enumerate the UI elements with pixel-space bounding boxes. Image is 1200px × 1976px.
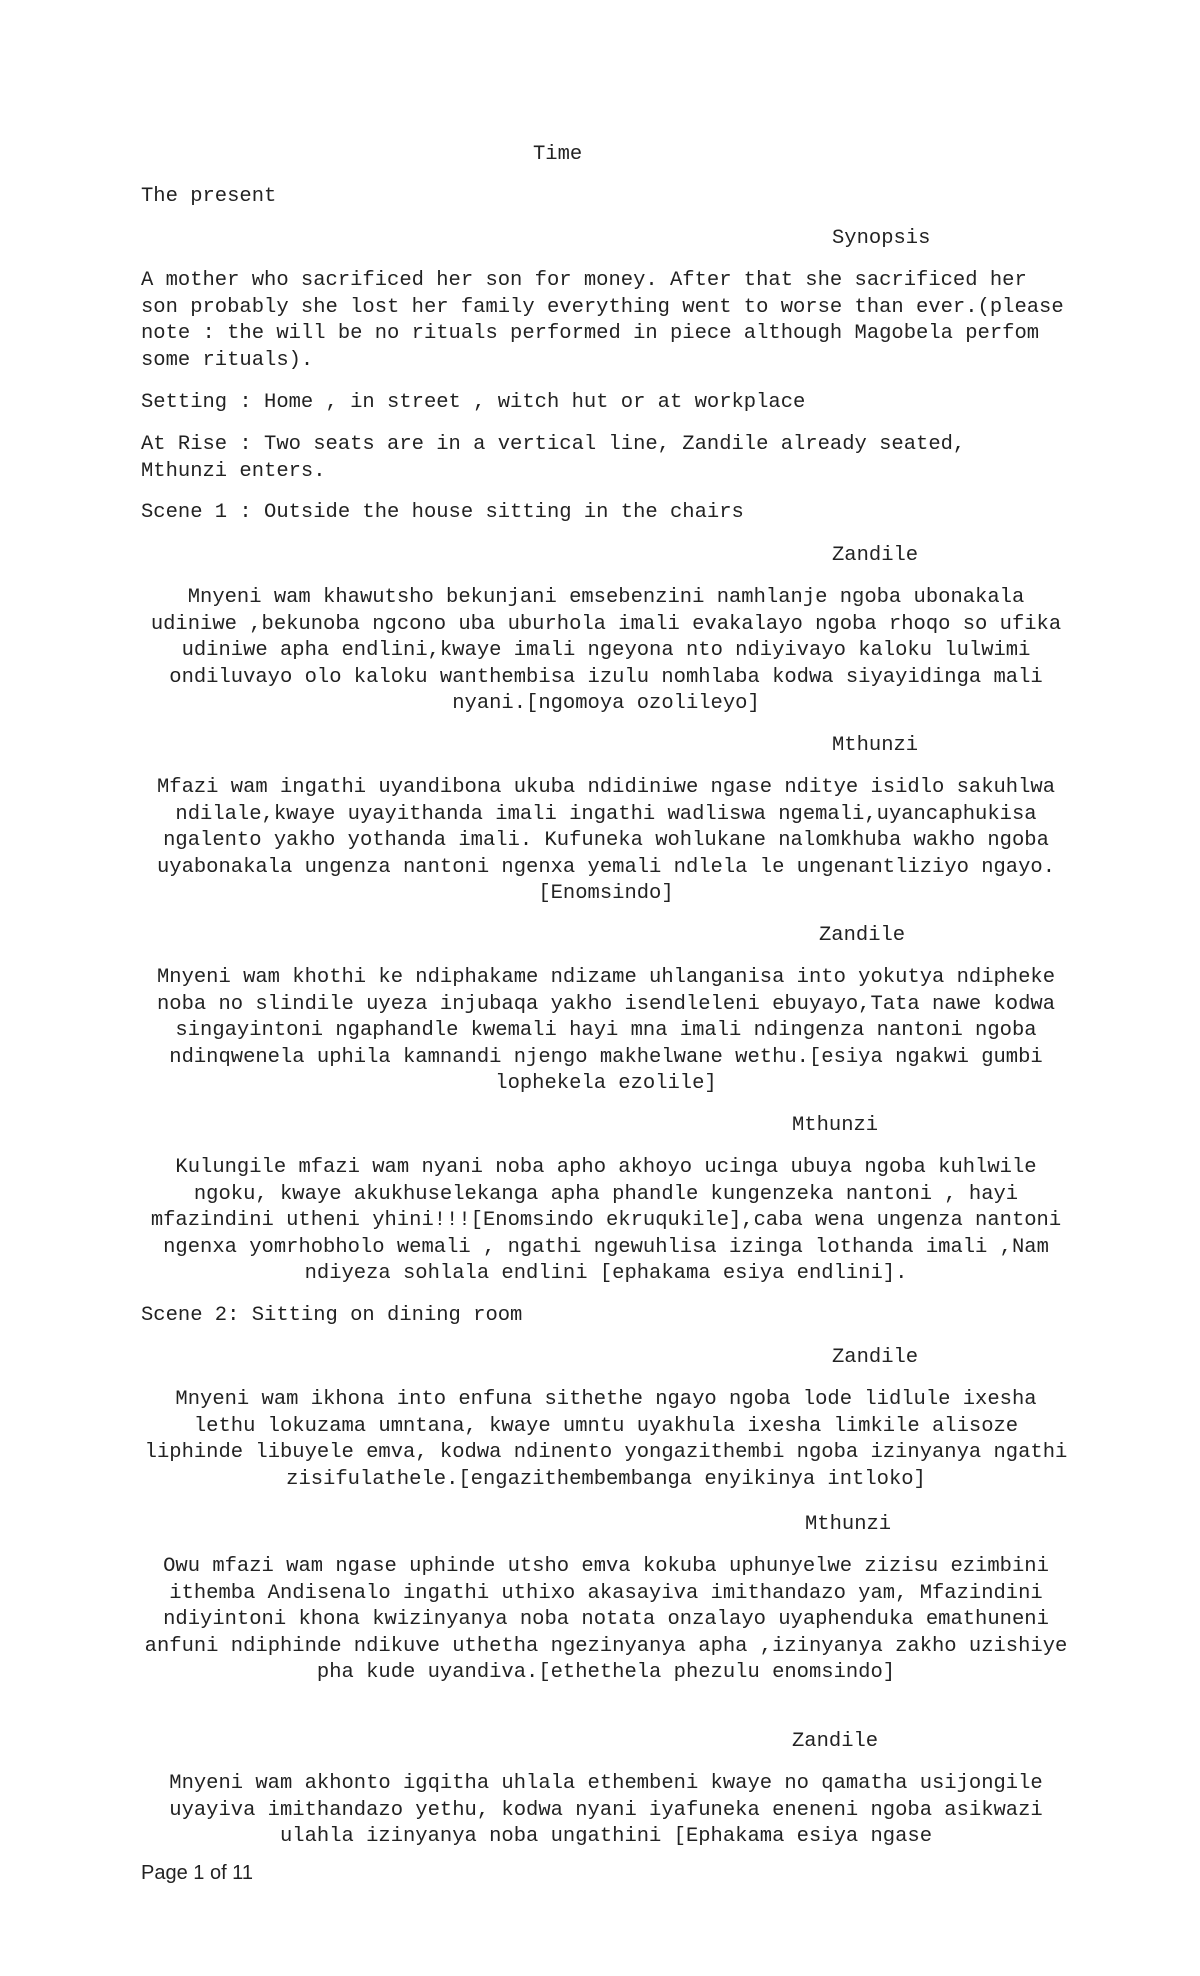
dialogue-line: Owu mfazi wam ngase uphinde utsho emva kokuba uphunyelwe zizisu ezimbini ithemba Andisenalo ingathi uthixo akasayiva imithandazo yam, Mfazindini ndiyintoni khona kwizinyanya noba notata onzalayo uyaphenduka emathuneni anfuni ndiphinde ndikuve uthetha ngezinyanya apha ,izinyanya zakho uzishiye pha kude uyandiva.[ethethela phezulu enomsindo]: [144, 1555, 1068, 1684]
synopsis-text: A mother who sacrificed her son for money. After that she sacrificed her son probably she lost her family everything went to worse than ever.(please note : the will be no rituals performed in piece although Magobela perfom some rituals).: [141, 269, 1064, 372]
character-name: Zandile: [792, 1730, 879, 1753]
character-name: Zandile: [819, 924, 906, 947]
dialogue-line: Mnyeni wam ikhona into enfuna sithethe ngayo ngoba lode lidlule ixesha lethu lokuzama umntana, kwaye umntu uyakhula ixesha limkile alisoze liphinde libuyele emva, kodwa ndinento yongazithembi ngoba izinyanya ngathi zisifulathele.[engazithembembanga enyikinya intloko]: [144, 1388, 1068, 1491]
setting-line: Setting : Home , in street , witch hut or at workplace: [141, 391, 806, 414]
dialogue-line: Mnyeni wam khothi ke ndiphakame ndizame uhlanganisa into yokutya ndipheke noba no slindile uyeza injubaqa yakho isendleleni ebuyayo,Tata nawe kodwa singayintoni ngaphandle kwemali hayi mna imali ndingenza nantoni ngoba ndinqwenela uphila kamnandi njengo makhelwane wethu.[esiya ngakwi gumbi lophekela ezolile]: [156, 966, 1056, 1095]
character-name: Mthunzi: [805, 1513, 892, 1536]
character-name: Mthunzi: [792, 1114, 879, 1137]
time-value: The present: [141, 185, 277, 208]
scene1-heading: Scene 1 : Outside the house sitting in the chairs: [141, 501, 744, 524]
dialogue-line: Mnyeni wam akhonto igqitha uhlala ethembeni kwaye no qamatha usijongile uyayiva imithandazo yethu, kodwa nyani iyafuneka eneneni ngoba asikwazi ulahla izinyanya noba ungathini [Ephakama esiya ngase: [169, 1772, 1043, 1848]
character-name: Zandile: [832, 1346, 919, 1369]
dialogue-line: Mnyeni wam khawutsho bekunjani emsebenzini namhlanje ngoba ubonakala udiniwe ,bekunoba ngcono uba uburhola imali evakalayo ngoba rhoqo so ufika udiniwe apha endlini,kwaye imali ngeyona nto ndiyivayo kaloku lulwimi ondiluvayo olo kaloku wanthembisa izulu nomhlaba kodwa siyayidinga mali nyani.[ngomoya ozolileyo]: [150, 586, 1062, 715]
dialogue-line: Mfazi wam ingathi uyandibona ukuba ndidiniwe ngase nditye isidlo sakuhlwa ndilale,kwaye uyayithanda imali ingathi wadliswa ngemali,uyancaphukisa ngalento yakho yothanda imali. Kufuneka wohlukane nalomkhuba wakho ngoba uyabonakala ungenza nantoni ngenxa yemali ndlela le ungenantliziyo ngayo.[Enomsindo]: [156, 776, 1056, 905]
dialogue-line: Kulungile mfazi wam nyani noba apho akhoyo ucinga ubuya ngoba kuhlwile ngoku, kwaye akukhuselekanga apha phandle kungenzeka nantoni , hayi mfazindini utheni yhini!!![Enomsindo ekruqukile],caba wena ungenza nantoni ngenxa yomrhobholo wemali , ngathi ngewuhlisa izinga lothanda imali ,Nam ndiyeza sohlala endlini [ephakama esiya endlini].: [150, 1156, 1062, 1285]
character-name: Zandile: [832, 544, 919, 567]
scene2-heading: Scene 2: Sitting on dining room: [141, 1304, 523, 1327]
time-heading: Time: [533, 143, 583, 166]
page-number-footer: Page 1 of 11: [141, 1862, 253, 1884]
character-name: Mthunzi: [832, 734, 919, 757]
at-rise-line: At Rise : Two seats are in a vertical line, Zandile already seated, Mthunzi enters.: [141, 433, 966, 483]
synopsis-heading: Synopsis: [832, 227, 931, 250]
